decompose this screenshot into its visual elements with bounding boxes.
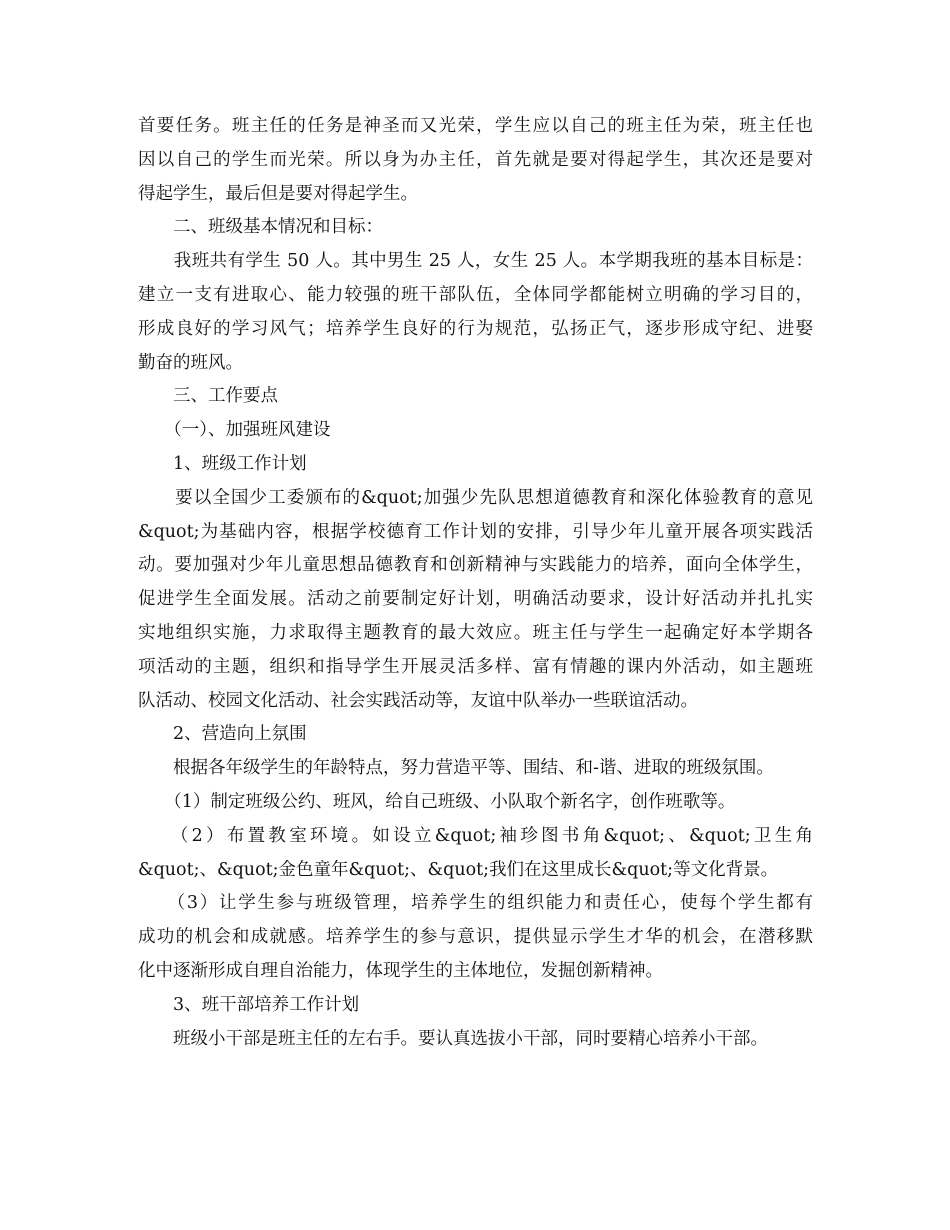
text-line: 因以自己的学生而光荣。所以身为办主任，首先就是要对得起学生，其次还是要对 (138, 149, 813, 170)
text-line: 队活动、校园文化活动、社会实践活动等，友谊中队举办一些联谊活动。 (138, 690, 698, 711)
text-line: 实地组织实施，力求取得主题教育的最大效应。班主任与学生一起确定好本学期各 (138, 622, 813, 643)
text-line: 首要任务。班主任的任务是神圣而又光荣，学生应以自己的班主任为荣，班主任也 (138, 116, 813, 136)
text-line: 促进学生全面发展。活动之前要制定好计划，明确活动要求，设计好活动并扎扎实 (138, 589, 813, 610)
section-heading: 二、班级基本情况和目标： (138, 217, 383, 238)
text-line: 根据各年级学生的年龄特点，努力营造平等、围结、和-谐、进取的班级氛围。 (138, 758, 774, 779)
text-line: 动。要加强对少年儿童思想品德教育和创新精神与实践能力的培养，面向全体学生， (138, 555, 813, 576)
item-heading: 2、营造向上氛围 (138, 724, 307, 745)
text-line: 班级小干部是班主任的左右手。要认真选拔小干部，同时要精心培养小干部。 (138, 1028, 768, 1049)
section-heading: 三、工作要点 (138, 386, 278, 407)
text-line: （2）布置教室环境。如设立&quot;袖珍图书角&quot;、&quot;卫生角 (138, 825, 813, 846)
text-line: （3）让学生参与班级管理，培养学生的组织能力和责任心，使每个学生都有 (138, 893, 813, 914)
document-body (138, 110, 813, 1056)
text-line: 项活动的主题，组织和指导学生开展灵活多样、富有情趣的课内外活动，如主题班 (138, 656, 813, 677)
text-line: 要以全国少工委颁布的&quot;加强少先队思想道德教育和深化体验教育的意见 (138, 487, 813, 508)
item-heading: 3、班干部培养工作计划 (138, 994, 360, 1015)
subsection-heading: （一）、加强班风建设 (138, 420, 331, 441)
text-line: 我班共有学生 50 人。其中男生 25 人，女生 25 人。本学期我班的基本目标是： (138, 251, 813, 272)
text-line: （1）制定班级公约、班风，给自己班级、小队取个新名字，创作班歌等。 (138, 791, 736, 812)
text-line: &quot;、&quot;金色童年&quot;、&quot;我们在这里成长&quot;等文化背景。 (138, 859, 779, 880)
text-line: 勤奋的班风。 (138, 352, 243, 373)
item-heading: 1、班级工作计划 (138, 453, 307, 474)
text-line: 形成良好的学习风气；培养学生良好的行为规范，弘扬正气，逐步形成守纪、进娶 (138, 318, 813, 339)
text-line: 成功的机会和成就感。培养学生的参与意识，提供显示学生才华的机会，在潜移默 (138, 927, 813, 948)
text-line: 化中逐渐形成自理自治能力，体现学生的主体地位，发掘创新精神。 (138, 960, 663, 981)
text-line: 建立一支有进取心、能力较强的班干部队伍，全体同学都能树立明确的学习目的， (138, 284, 813, 305)
text-line: &quot;为基础内容，根据学校德育工作计划的安排，引导少年儿童开展各项实践活 (138, 521, 813, 542)
text-line: 得起学生，最后但是要对得起学生。 (138, 183, 418, 204)
